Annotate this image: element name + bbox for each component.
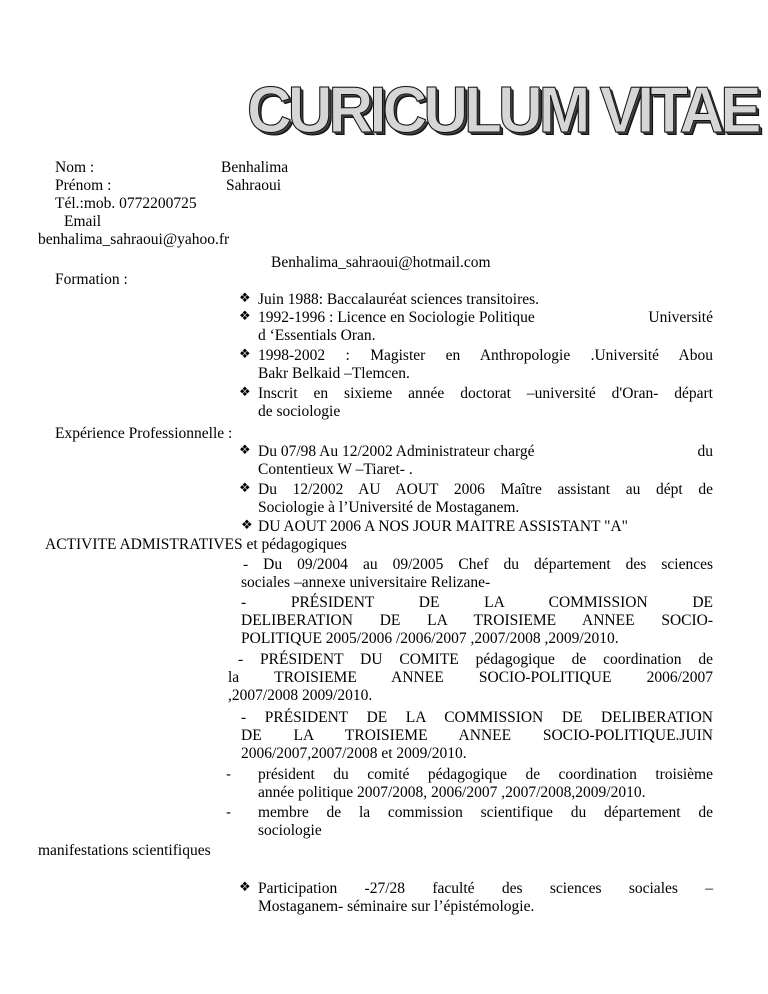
bullet-icon: ❖ (239, 347, 251, 362)
bullet-icon: ❖ (239, 291, 251, 306)
formation-heading: Formation : (55, 271, 128, 288)
bullet-icon: ❖ (241, 518, 253, 533)
activite-paragraph: - Du 09/2004 au 09/2005 Chef du département des sciences sociales –annexe universitaire Relizane- (241, 556, 713, 591)
dash-marker: - (226, 767, 232, 783)
bullet-icon: ❖ (239, 443, 251, 458)
formation-item: ❖ 1998-2002 : Magister en Anthropologie .Université Abou Bakr Belkaid –Tlemcen. (239, 347, 713, 382)
activite-paragraph: - PRÉSIDENT DU COMITE pédagogique de coordination de la TROISIEME ANNEE SOCIO-POLITIQUE 2006/2007 ,2007/2008 2009/2010. (228, 651, 713, 704)
bullet-icon: ❖ (239, 880, 251, 895)
formation-item: ❖ Inscrit en sixieme année doctorat –université d'Oran- départ de sociologie (239, 385, 713, 420)
activites-heading: ACTIVITE ADMISTRATIVES et pédagogiques (45, 536, 347, 553)
experience-heading: Expérience Professionnelle : (55, 425, 233, 442)
experience-item: ❖ DU AOUT 2006 A NOS JOUR MAITRE ASSISTANT "A" (241, 518, 628, 535)
formation-item: ❖ Juin 1988: Baccalauréat sciences transitoires. (239, 291, 540, 308)
nom-value: Benhalima (221, 159, 289, 176)
activite-paragraph: - PRÉSIDENT DE LA COMMISSION DE DELIBERATION DE LA TROISIEME ANNEE SOCIO-POLITIQUE.JUIN 2006/2007,2007/2008 et 2009/2010. (241, 709, 713, 762)
experience-item: ❖ Du 12/2002 AU AOUT 2006 Maître assistant au dépt de Sociologie à l’Université de Mostaganem. (239, 481, 713, 516)
bullet-icon: ❖ (239, 481, 251, 496)
nom-label: Nom : (55, 159, 95, 176)
manifestations-heading: manifestations scientifiques (38, 842, 211, 859)
activite-dash-item: - président du comité pédagogique de coordination troisième année politique 2007/2008, 2006/2007 ,2007/2008,2009/2010. (226, 766, 713, 801)
bullet-icon: ❖ (239, 309, 251, 324)
email-label: Email (64, 213, 102, 230)
page-title: CURICULUM VITAE (247, 74, 758, 147)
email-hotmail: Benhalima_sahraoui@hotmail.com (271, 254, 491, 271)
formation-item: ❖ 1992-1996 : Licence en Sociologie Politique Université d ‘Essentials Oran. (239, 309, 713, 344)
activite-paragraph: - PRÉSIDENT DE LA COMMISSION DE DELIBERATION DE LA TROISIEME ANNEE SOCIO- POLITIQUE 2005/2006 /2006/2007 ,2007/2008 ,2009/2010. (241, 594, 713, 647)
activite-dash-item: - membre de la commission scientifique du département de sociologie (226, 804, 713, 839)
telephone: Tél.:mob. 0772200725 (55, 195, 197, 212)
prenom-label: Prénom : (55, 177, 112, 194)
prenom-value: Sahraoui (226, 177, 282, 194)
bullet-icon: ❖ (239, 385, 251, 400)
experience-item: ❖ Du 07/98 Au 12/2002 Administrateur chargé du Contentieux W –Tiaret- . (239, 443, 713, 478)
email-yahoo: benhalima_sahraoui@yahoo.fr (38, 231, 230, 248)
dash-marker: - (226, 805, 232, 821)
manifestation-item: ❖ Participation -27/28 faculté des sciences sociales – Mostaganem- séminaire sur l’épistémologie. (239, 880, 713, 915)
